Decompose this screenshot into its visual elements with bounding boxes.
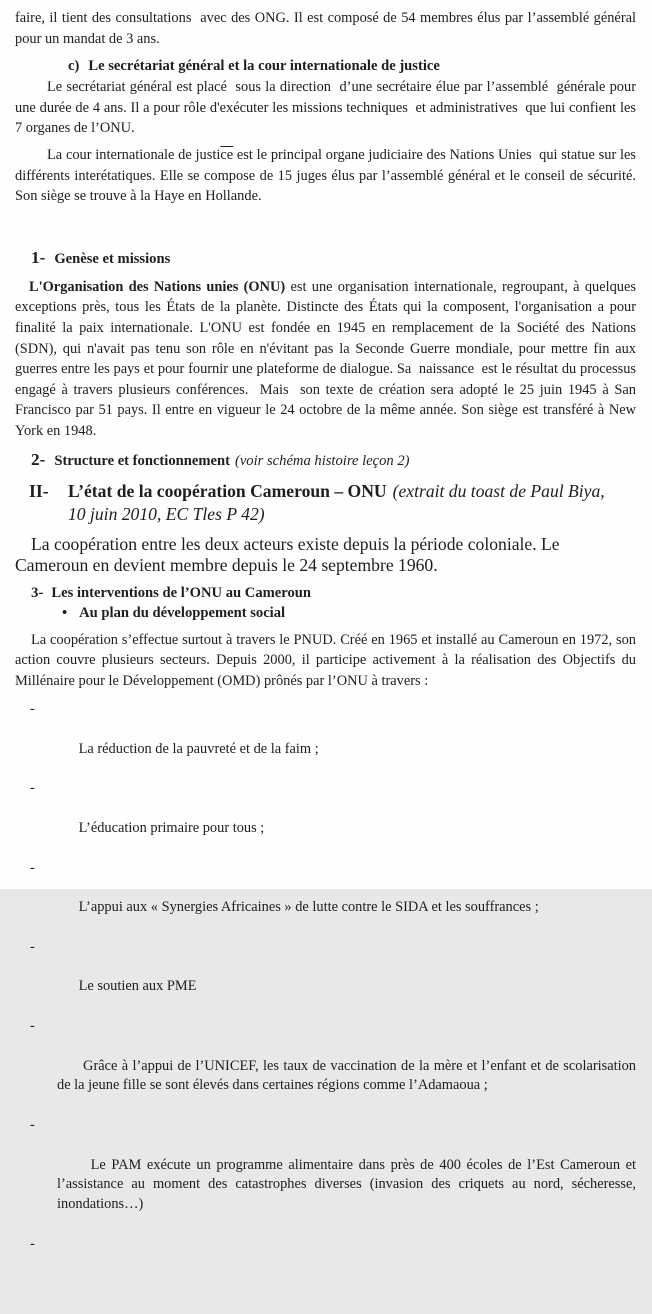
paragraph-cour-text-before: La cour internationale de justi	[47, 146, 221, 163]
heading-2-number: 2-	[31, 449, 46, 469]
heading-c-label: Le secrétariat général et la cour internationale de justice	[88, 58, 440, 75]
list-item-text: Le PAM exécute un programme alimentaire dans près de 400 écoles de l’Est Cameroun et l’assistance au moment des catastrophes diverses (invasion des criquets au nord, sécheresse, inondations…)	[57, 1156, 640, 1213]
heading-1-label: Genèse et missions	[54, 250, 171, 267]
list-item-text: L’éducation primaire pour tous ;	[78, 820, 265, 837]
list-item	[30, 1017, 640, 1116]
heading-1-genese	[31, 247, 636, 270]
heading-3-label: Les interventions de l’ONU au Cameroun	[51, 584, 311, 601]
list-item	[30, 1116, 640, 1235]
heading-2-label: Structure et fonctionnement	[54, 452, 230, 469]
paragraph-pnud: La coopération s’effectue surtout à travers le PNUD. Créé en 1965 et installé au Cameroun en 1972, son action couvre plusieurs secteurs. Depuis 2000, il participe activement à la réalisation des Objectifs du Millénaire pour le Développement (OMD) prônés par l’ONU à travers :	[15, 631, 640, 689]
paragraph-onu-bold-lead: L'Organisation des Nations unies (ONU)	[29, 278, 286, 295]
paragraph-cour-text-after: est le principal organe judiciaire des Nations Unies qui statue sur les différents interétatiques. Elle se compose de 15 juges élus par l’assemblé général et le conseil de sécurité. Son siège se trouve à la Haye en Hollande.	[15, 146, 640, 205]
heading-3-interventions	[31, 583, 636, 603]
list-item-text: Le soutien aux PME	[78, 978, 197, 995]
dash-marker: -	[30, 859, 35, 876]
heading-2-structure	[31, 449, 636, 472]
dash-marker: -	[30, 1117, 35, 1134]
list-item	[30, 700, 636, 779]
paragraph-cooperation-coloniale: La coopération entre les deux acteurs existe depuis la période coloniale. Le Cameroun en devient membre depuis le 24 septembre 1960.	[15, 533, 564, 575]
dash-marker: -	[30, 701, 35, 718]
dash-marker: -	[30, 1235, 35, 1252]
heading-ii-cooperation	[29, 480, 636, 526]
heading-3-number: 3-	[31, 584, 44, 601]
heading-ii-body	[68, 480, 636, 526]
omd-dash-list	[30, 700, 640, 1314]
list-item-text: L’appui aux « Synergies Africaines » de lutte contre le SIDA et les souffrances ;	[78, 899, 539, 916]
list-item	[30, 779, 636, 858]
list-item-empty	[30, 1235, 636, 1314]
bullet-dev-social-label: Au plan du développement social	[79, 604, 286, 621]
heading-c-secretariat	[68, 56, 636, 77]
paragraph-onu-genese	[15, 277, 640, 442]
paragraph-ecosoc-continuation: faire, il tient des consultations avec des ONG. Il est composé de 54 membres élus par l’assemblé général pour un mandat de 3 ans.	[15, 10, 640, 47]
list-item	[30, 859, 636, 938]
dash-marker: -	[30, 780, 35, 797]
dash-marker: -	[30, 1018, 35, 1035]
dash-marker: -	[30, 938, 35, 955]
heading-c-number: c)	[68, 58, 80, 75]
paragraph-secretariat: Le secrétariat général est placé sous la direction d’une secrétaire élue par l’assemblé générale pour une durée de 4 ans. Il a pour rôle d'exécuter les missions techniques et administratives que lui confient les 7 organes de l’ONU.	[15, 79, 640, 137]
heading-1-number: 1-	[31, 247, 46, 267]
paragraph-cour-internationale	[15, 145, 640, 207]
list-item-text: La réduction de la pauvreté et de la faim ;	[78, 740, 319, 757]
heading-2-note: (voir schéma histoire leçon 2)	[234, 452, 410, 469]
paragraph-onu-text: est une organisation internationale, regroupant, à quelques exceptions près, tous les États de la planète. Distincte des États qui la composent, l'organisation a pour finalité la paix internationale. L'ONU est fondée en 1945 en remplacement de la Société des Nations (SDN), qui n'avait pas tenu son rôle en n'évitant pas la Seconde Guerre mondiale, pour mettre fin aux guerres entre les pays et pour fournir une plateforme de dialogue. Sa naissance est le résultat du processus engagé à travers plusieurs conférences. Mais son texte de création sera adopté le 25 juin 1945 à San Francisco par 51 pays. Il entre en vigueur le 24 octobre de la même année. Son siège est transféré à New York en 1948.	[15, 278, 640, 439]
list-item-text: Grâce à l’appui de l’UNICEF, les taux de vaccination de la mère et l’enfant et de scolarisation de la jeune fille se sont élevés dans certaines régions comme l’Adamaoua ;	[57, 1057, 640, 1094]
heading-ii-note: (extrait du toast de Paul Biya, 10 juin 2010, EC Tles P 42)	[68, 480, 605, 524]
list-item	[30, 938, 636, 1017]
heading-ii-number: II-	[29, 480, 49, 501]
overline-artifact: $\overline{ce}$	[220, 146, 234, 163]
bullet-icon: •	[62, 604, 68, 621]
heading-ii-label: L’état de la coopération Cameroun – ONU	[68, 480, 387, 501]
bullet-dev-social	[62, 603, 636, 623]
